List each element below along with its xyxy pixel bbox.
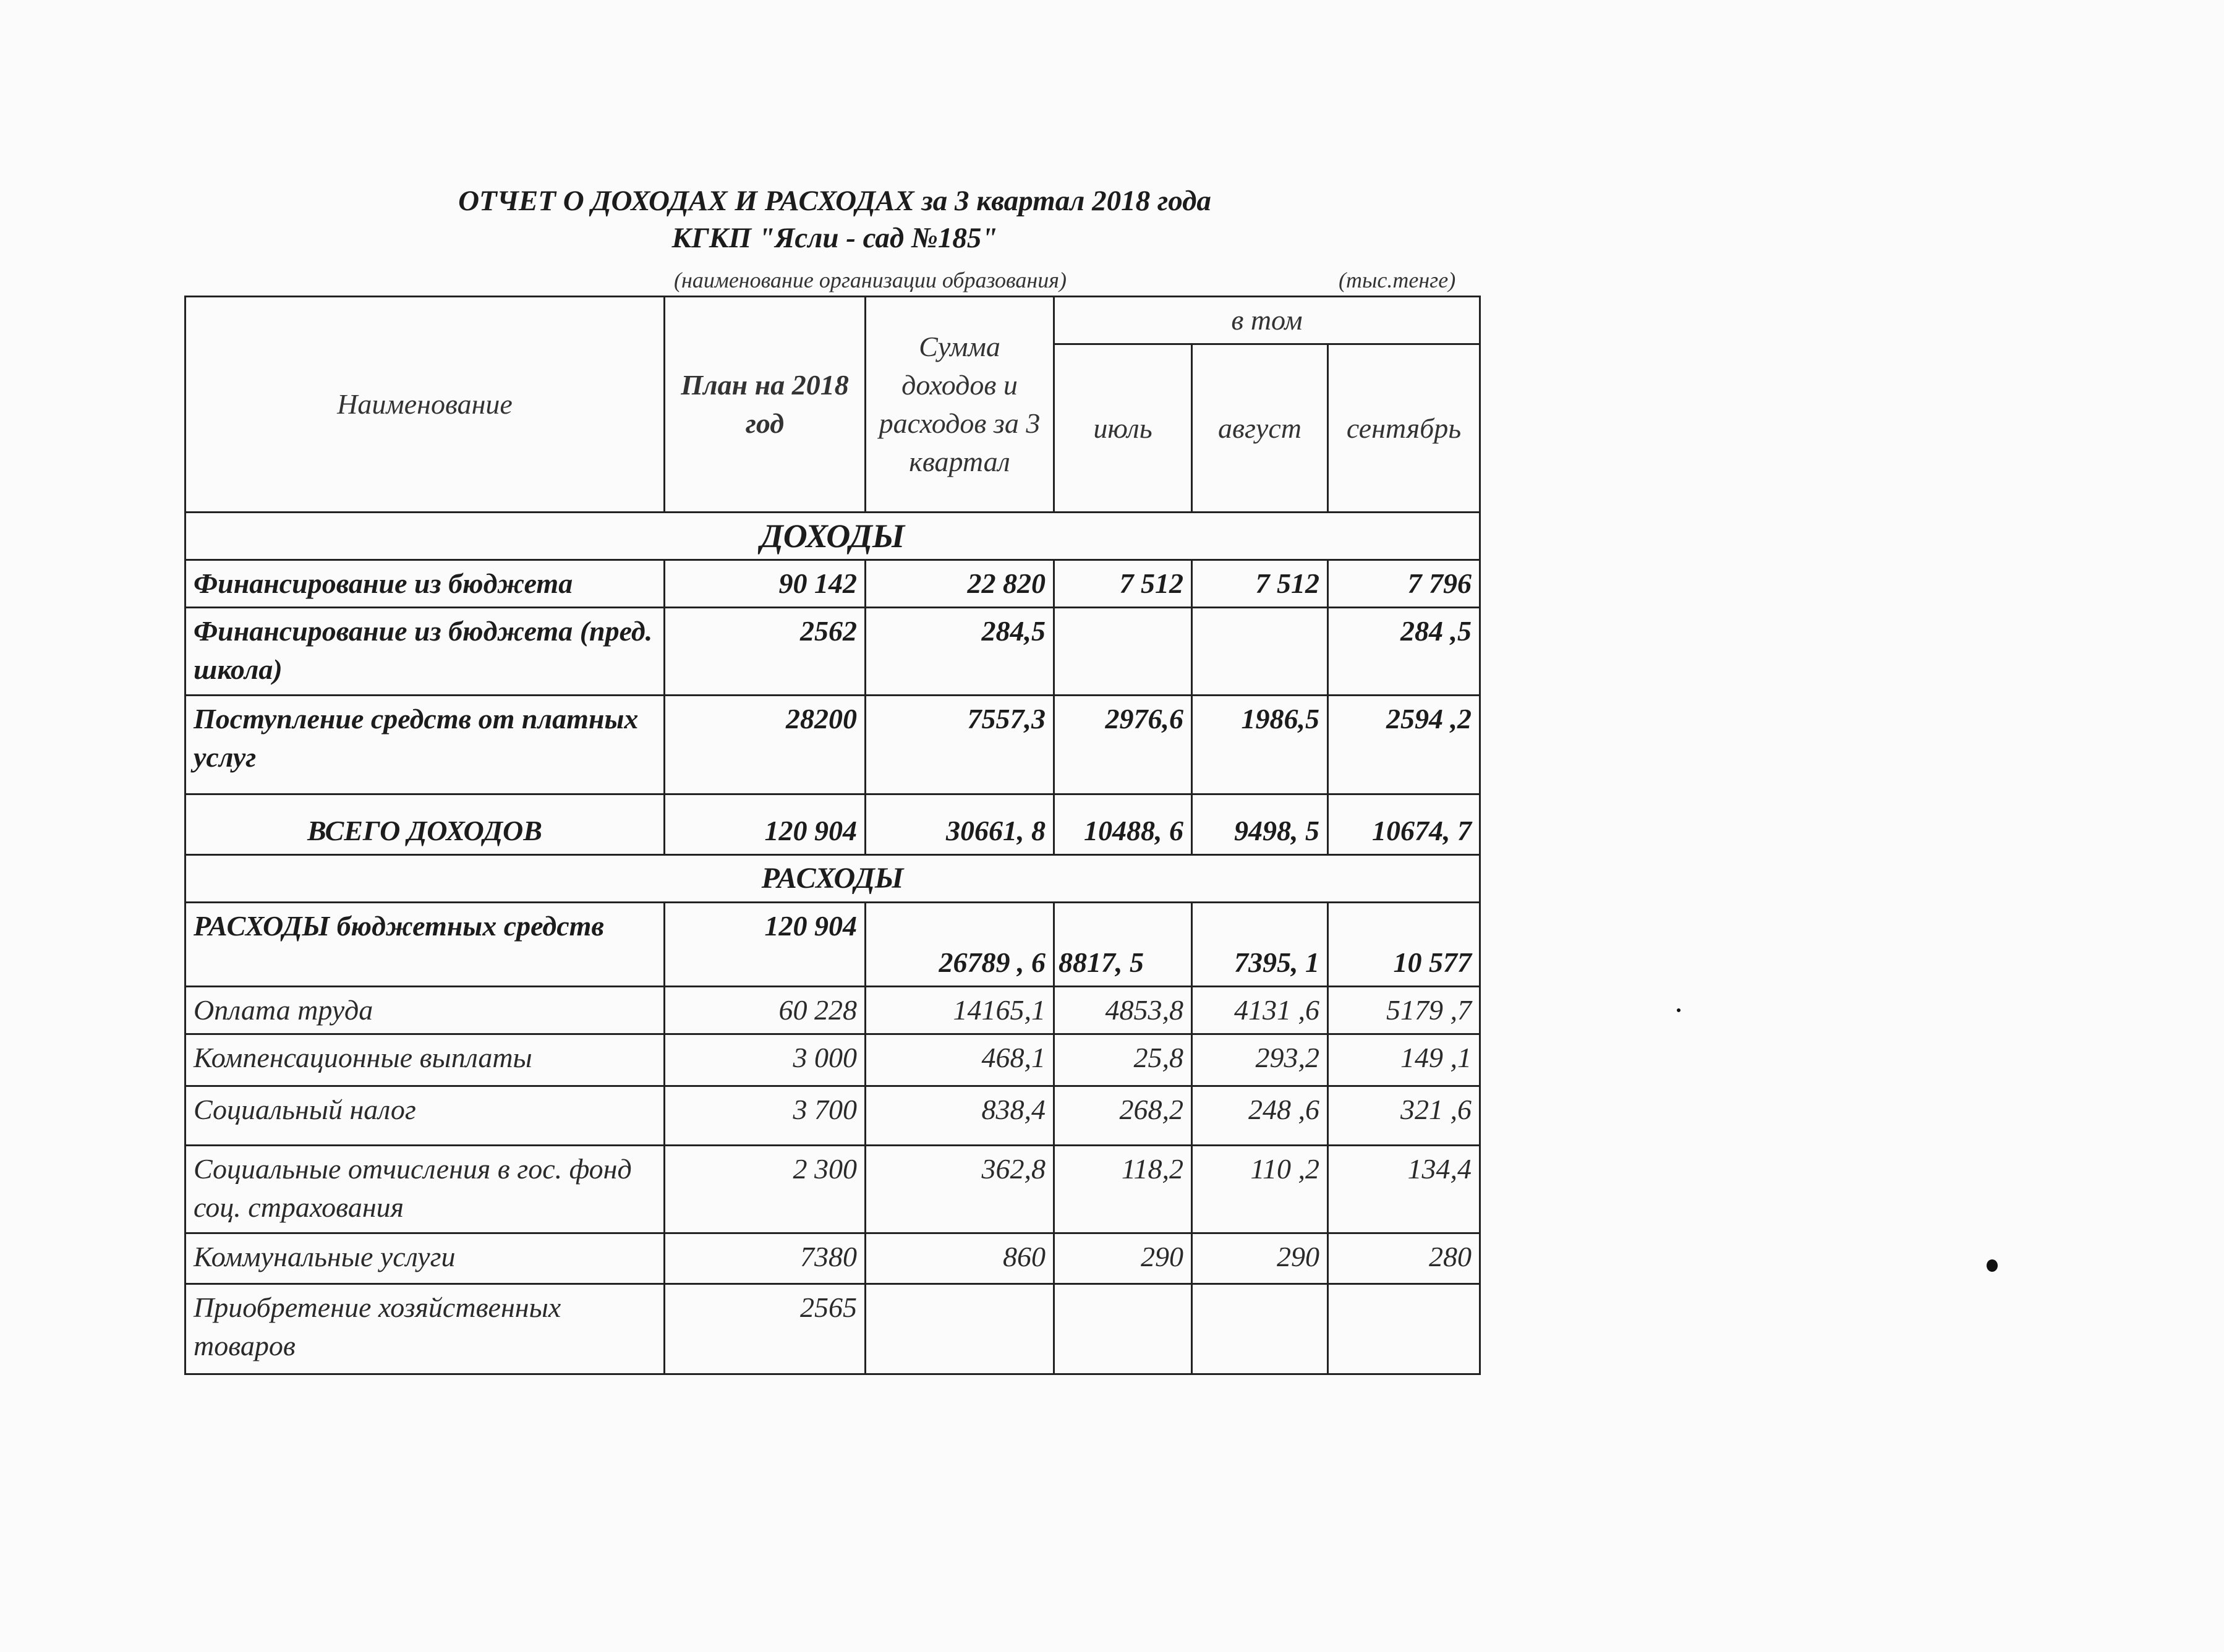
row-july xyxy=(1054,608,1192,696)
row-plan: 2562 xyxy=(665,608,866,696)
row-name: Компенсационные выплаты xyxy=(185,1034,665,1086)
header-plan: План на 2018 год xyxy=(665,297,866,513)
organization-caption: (наименование организации образования) xyxy=(674,268,1067,292)
row-sum: 838,4 xyxy=(866,1086,1054,1146)
header-name: Наименование xyxy=(185,297,665,513)
row-july: 268,2 xyxy=(1054,1086,1192,1146)
row-sum xyxy=(866,1284,1054,1374)
row-july: 10488, 6 xyxy=(1054,794,1192,855)
row-sum: 284,5 xyxy=(866,608,1054,696)
row-name: Социальный налог xyxy=(185,1086,665,1146)
row-name: Финансирование из бюджета (пред. школа) xyxy=(185,608,665,696)
scan-speck xyxy=(1987,1259,1998,1272)
row-plan: 90 142 xyxy=(665,560,866,608)
row-september: 284 ,5 xyxy=(1328,608,1480,696)
row-august: 293,2 xyxy=(1192,1034,1328,1086)
row-july: 25,8 xyxy=(1054,1034,1192,1086)
expense-section-row xyxy=(185,855,1480,903)
row-july: 4853,8 xyxy=(1054,987,1192,1034)
row-august: 9498, 5 xyxy=(1192,794,1328,855)
row-september: 7 796 xyxy=(1328,560,1480,608)
row-july: 2976,6 xyxy=(1054,696,1192,794)
row-plan: 120 904 xyxy=(665,903,866,987)
header-august: август xyxy=(1192,344,1328,513)
row-sum: 14165,1 xyxy=(866,987,1054,1034)
table-row xyxy=(185,987,1480,1034)
report-title: ОТЧЕТ О ДОХОДАХ И РАСХОДАХ за 3 квартал 2018 года xyxy=(458,185,1211,217)
row-august xyxy=(1192,1284,1328,1374)
row-september: 149 ,1 xyxy=(1328,1034,1480,1086)
income-section-row xyxy=(185,513,1480,560)
row-august xyxy=(1192,608,1328,696)
header-september: сентябрь xyxy=(1328,344,1480,513)
row-name: Финансирование из бюджета xyxy=(185,560,665,608)
row-sum: 22 820 xyxy=(866,560,1054,608)
row-name: Приобретение хозяйственных товаров xyxy=(185,1284,665,1374)
row-sum: 30661, 8 xyxy=(866,794,1054,855)
row-july: 8817, 5 xyxy=(1054,903,1192,987)
row-july: 290 xyxy=(1054,1233,1192,1284)
row-sum: 468,1 xyxy=(866,1034,1054,1086)
table-row xyxy=(185,1146,1480,1233)
row-august: 110 ,2 xyxy=(1192,1146,1328,1233)
row-july xyxy=(1054,1284,1192,1374)
row-name: ВСЕГО ДОХОДОВ xyxy=(185,794,665,855)
row-august: 7395, 1 xyxy=(1192,903,1328,987)
row-sum: 362,8 xyxy=(866,1146,1054,1233)
expense-section-title: РАСХОДЫ xyxy=(185,855,1480,903)
row-august: 7 512 xyxy=(1192,560,1328,608)
row-plan: 2 300 xyxy=(665,1146,866,1233)
row-august: 290 xyxy=(1192,1233,1328,1284)
header-july: июль xyxy=(1054,344,1192,513)
report-table xyxy=(184,296,1481,1375)
row-name: Социальные отчисления в гос. фонд соц. страхования xyxy=(185,1146,665,1233)
table-row xyxy=(185,696,1480,794)
expense-budget-row xyxy=(185,903,1480,987)
row-july: 118,2 xyxy=(1054,1146,1192,1233)
table-row xyxy=(185,1086,1480,1146)
row-september: 2594 ,2 xyxy=(1328,696,1480,794)
table-row xyxy=(185,1233,1480,1284)
row-sum: 860 xyxy=(866,1233,1054,1284)
header-row xyxy=(185,297,1480,344)
row-sum: 7557,3 xyxy=(866,696,1054,794)
row-september: 5179 ,7 xyxy=(1328,987,1480,1034)
row-september: 280 xyxy=(1328,1233,1480,1284)
row-august: 4131 ,6 xyxy=(1192,987,1328,1034)
row-september: 10 577 xyxy=(1328,903,1480,987)
row-name: Коммунальные услуги xyxy=(185,1233,665,1284)
table-row xyxy=(185,560,1480,608)
row-plan: 2565 xyxy=(665,1284,866,1374)
scan-speck xyxy=(1677,1008,1681,1012)
row-sum: 26789 , 6 xyxy=(866,903,1054,987)
income-total-row xyxy=(185,794,1480,855)
row-plan: 3 700 xyxy=(665,1086,866,1146)
row-august: 248 ,6 xyxy=(1192,1086,1328,1146)
row-plan: 7380 xyxy=(665,1233,866,1284)
row-name: РАСХОДЫ бюджетных средств xyxy=(185,903,665,987)
header-sum: Сумма доходов и расходов за 3 квартал xyxy=(866,297,1054,513)
row-july: 7 512 xyxy=(1054,560,1192,608)
row-name: Оплата труда xyxy=(185,987,665,1034)
row-september: 321 ,6 xyxy=(1328,1086,1480,1146)
income-section-title: ДОХОДЫ xyxy=(185,513,1480,560)
row-plan: 3 000 xyxy=(665,1034,866,1086)
unit-caption: (тыс.тенге) xyxy=(1339,268,1456,292)
row-plan: 60 228 xyxy=(665,987,866,1034)
row-august: 1986,5 xyxy=(1192,696,1328,794)
table-row xyxy=(185,608,1480,696)
row-name: Поступление средств от платных услуг xyxy=(185,696,665,794)
table-row xyxy=(185,1034,1480,1086)
row-plan: 120 904 xyxy=(665,794,866,855)
organization-name: КГКП "Ясли - сад №185" xyxy=(671,222,998,254)
row-september xyxy=(1328,1284,1480,1374)
row-september: 134,4 xyxy=(1328,1146,1480,1233)
row-september: 10674, 7 xyxy=(1328,794,1480,855)
header-including: в том xyxy=(1054,297,1480,344)
table-row xyxy=(185,1284,1480,1374)
row-plan: 28200 xyxy=(665,696,866,794)
